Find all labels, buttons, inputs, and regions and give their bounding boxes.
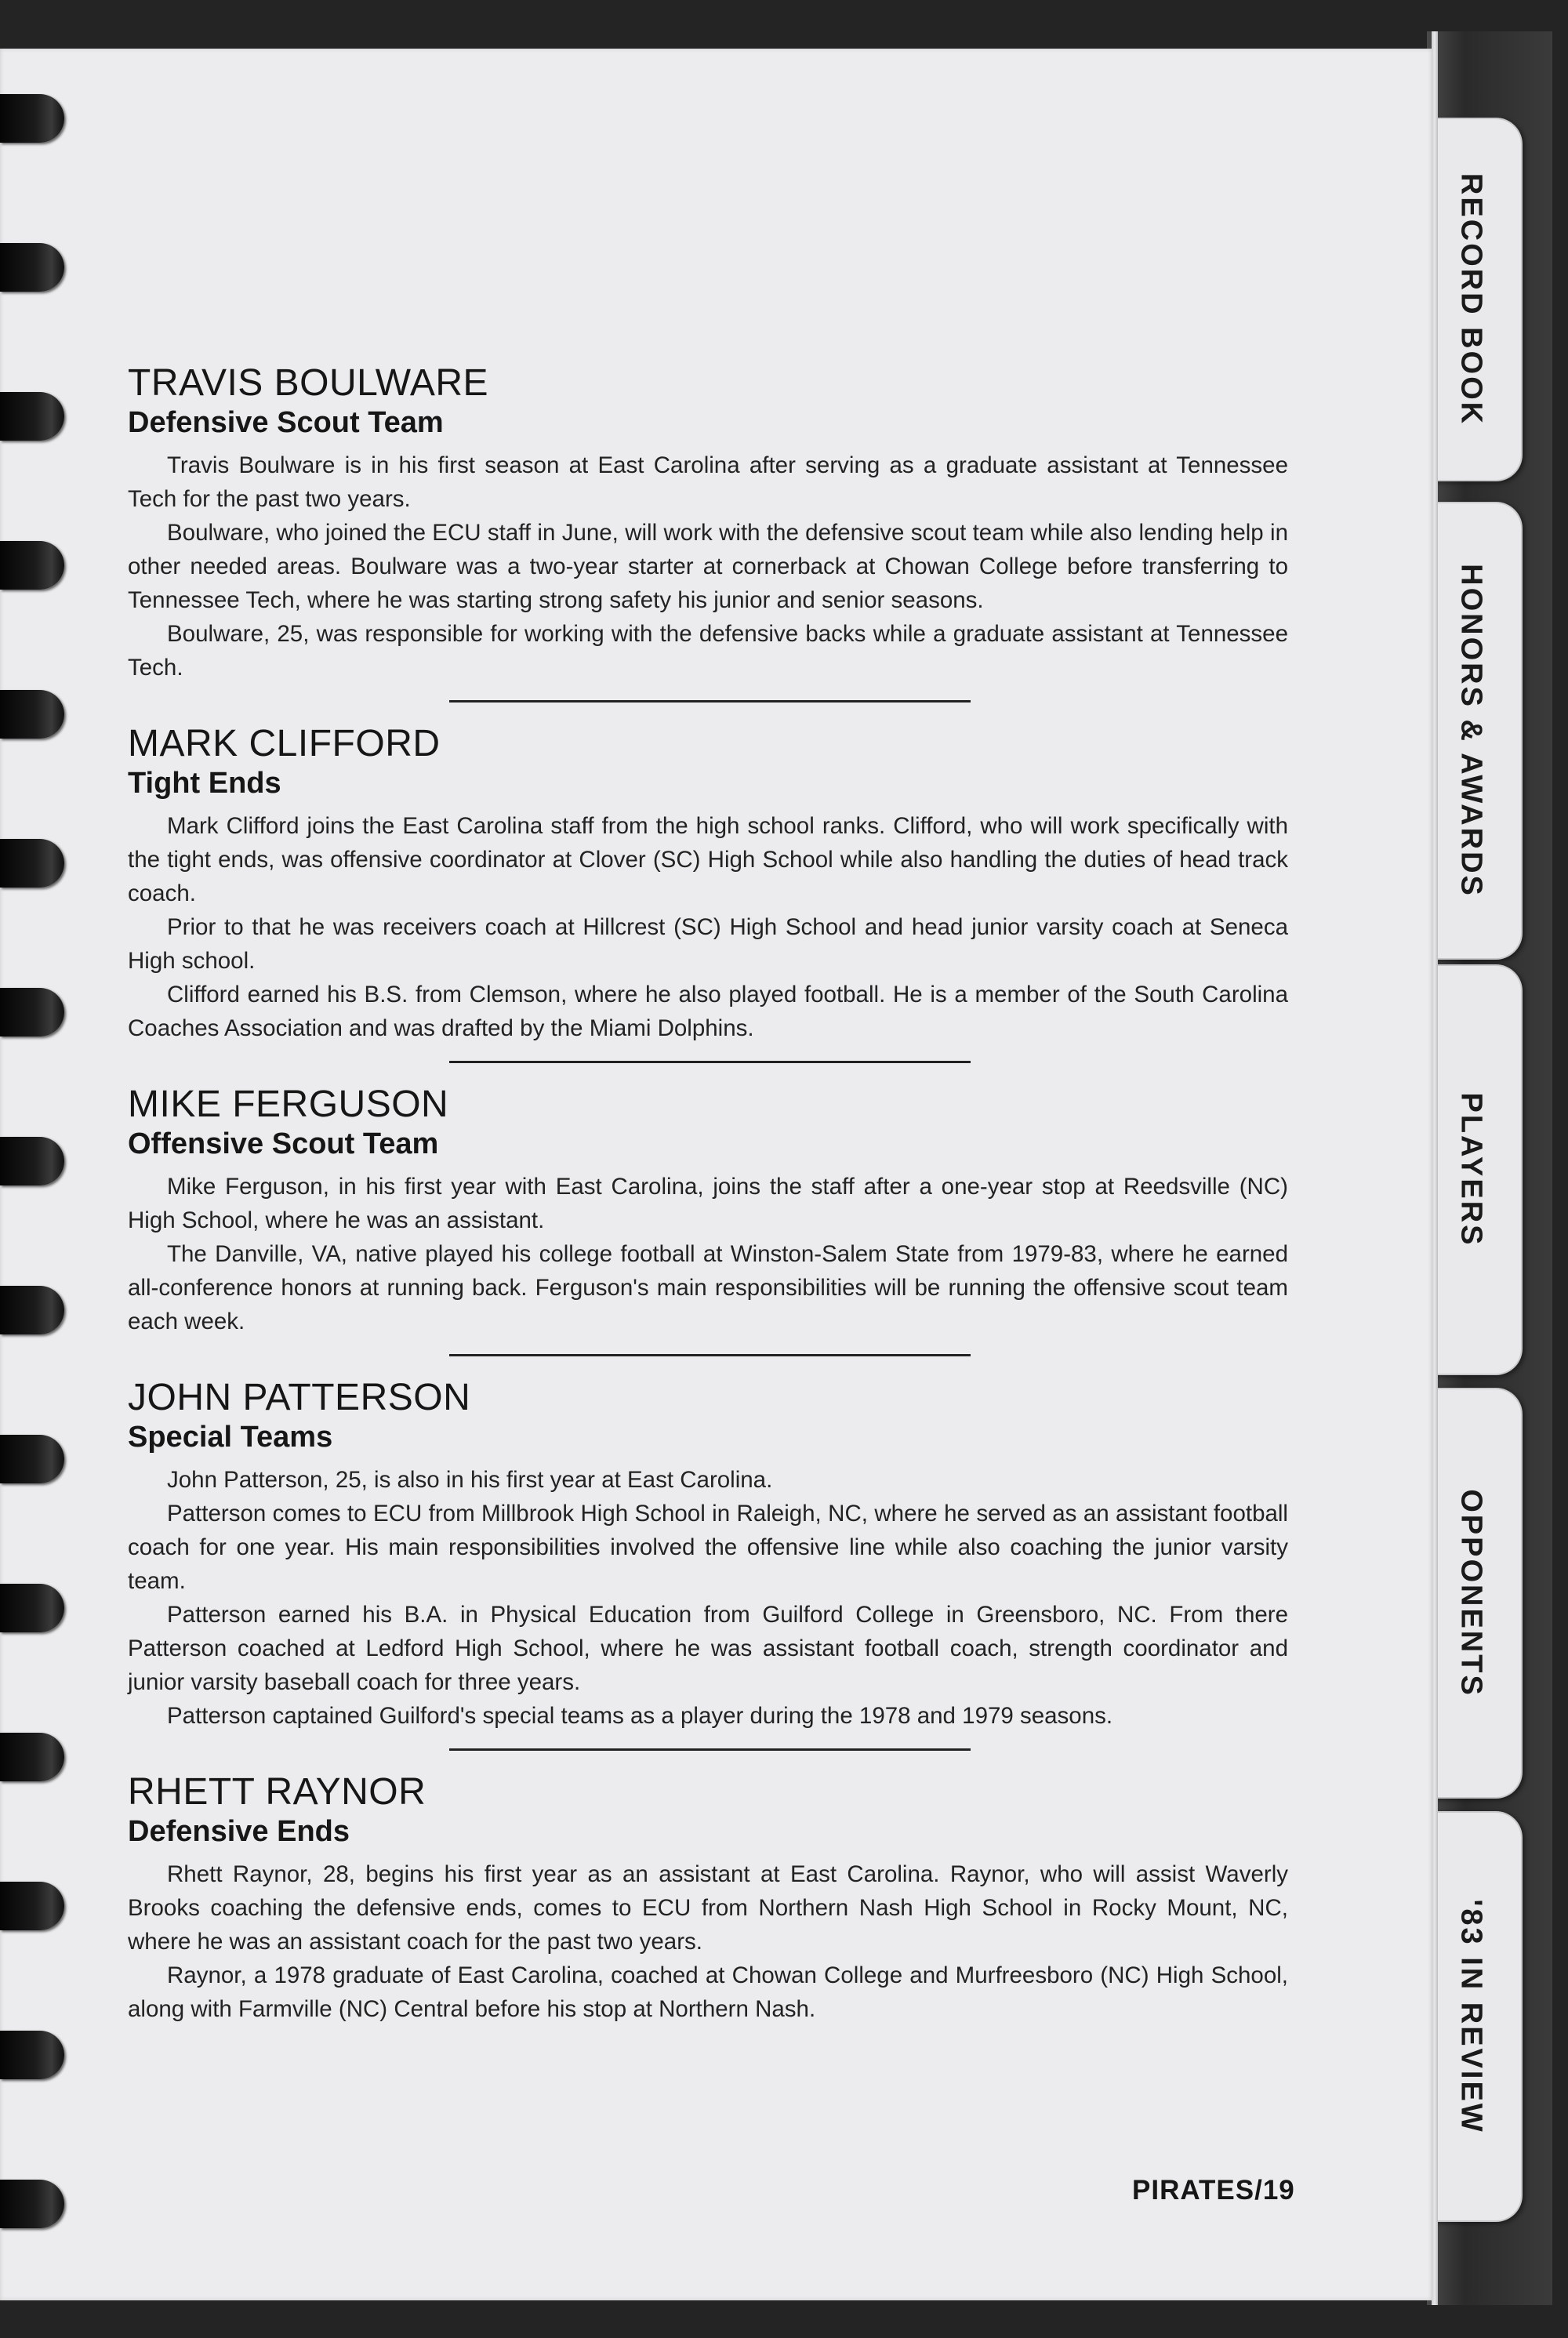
page-edge: [1432, 31, 1438, 2305]
bio-role: Defensive Scout Team: [128, 406, 444, 439]
bio-paragraph: Boulware, 25, was responsible for working with the defensive backs while a graduate assistant at Tennessee Tech.: [128, 621, 1288, 681]
bio-paragraph: Boulware, who joined the ECU staff in June, will work with the defensive scout team while also lending help in other needed areas. Boulware was a two-year starter at cornerback at Chowan College before transferring to Tennessee Tech, where he was starting strong safety his junior and senior seasons.: [128, 520, 1288, 613]
tab-label: PLAYERS: [1454, 1092, 1488, 1247]
bio-paragraph: Patterson captained Guilford's special teams as a player during the 1978 and 1979 seasons.: [167, 1703, 1113, 1729]
bio-name: MARK CLIFFORD: [128, 723, 441, 764]
bio-paragraph: Patterson comes to ECU from Millbrook High School in Raleigh, NC, where he served as an assistant football coach for one year. His main responsibilities involved the offensive line while also coaching the junior varsity team.: [128, 1501, 1288, 1594]
bio-paragraph: Mike Ferguson, in his first year with East Carolina, joins the staff after a one-year stop at Reedsville (NC) High School, where he was an assistant.: [128, 1174, 1288, 1233]
tab-label: '83 IN REVIEW: [1454, 1899, 1488, 2134]
bio-role: Tight Ends: [128, 767, 281, 800]
bio-paragraph: Mark Clifford joins the East Carolina staff from the high school ranks. Clifford, who will work specifically with the tight ends, was offensive coordinator at Clover (SC) High School while also handling the duties of head track coach.: [128, 813, 1288, 906]
bio-rhett-raynor: [128, 1771, 1288, 2026]
bio-role: Offensive Scout Team: [128, 1127, 439, 1160]
tab-label: RECORD BOOK: [1454, 172, 1488, 427]
bio-paragraph: The Danville, VA, native played his college football at Winston-Salem State from 1979-83, where he earned all-conference honors at running back. Ferguson's main responsibilities will be running the offensive scout team each week.: [128, 1241, 1288, 1334]
bio-name: RHETT RAYNOR: [128, 1771, 426, 1813]
bio-name: TRAVIS BOULWARE: [128, 362, 489, 404]
bio-john-patterson: [128, 1377, 1288, 1733]
bio-mark-clifford: [128, 723, 1288, 1045]
bio-name: JOHN PATTERSON: [128, 1377, 471, 1418]
section-divider: [449, 1748, 971, 1751]
section-divider: [449, 1354, 971, 1356]
section-divider: [449, 700, 971, 702]
tab-label: OPPONENTS: [1454, 1489, 1488, 1697]
coach-bios: [128, 362, 1288, 2026]
bio-paragraph: Patterson earned his B.A. in Physical Education from Guilford College in Greensboro, NC. From there Patterson coached at Ledford High School, where he was assistant football coach, strength coordinator and junior varsity baseball coach for three years.: [128, 1602, 1288, 1695]
spiral-binding: [0, 47, 71, 2289]
bio-mike-ferguson: [128, 1084, 1288, 1338]
bio-paragraph: John Patterson, 25, is also in his first year at East Carolina.: [167, 1467, 773, 1493]
bio-role: Special Teams: [128, 1421, 333, 1454]
bio-paragraph: Raynor, a 1978 graduate of East Carolina, coached at Chowan College and Murfreesboro (NC) High School, along with Farmville (NC) Central before his stop at Northern Nash.: [128, 1962, 1288, 2022]
bio-paragraph: Rhett Raynor, 28, begins his first year as an assistant at East Carolina. Raynor, who will assist Waverly Brooks coaching the defensive ends, comes to ECU from Northern Nash High School in Rocky Mount, NC, where he was an assistant coach for the past two years.: [128, 1861, 1288, 1955]
bio-travis-boulware: [128, 362, 1288, 684]
bio-name: MIKE FERGUSON: [128, 1084, 449, 1125]
page-number: PIRATES/19: [1132, 2175, 1295, 2205]
bio-paragraph: Clifford earned his B.S. from Clemson, where he also played football. He is a member of the South Carolina Coaches Association and was drafted by the Miami Dolphins.: [128, 982, 1288, 1041]
section-divider: [449, 1061, 971, 1063]
bio-paragraph: Travis Boulware is in his first season at East Carolina after serving as a graduate assistant at Tennessee Tech for the past two years.: [128, 452, 1288, 512]
bio-paragraph: Prior to that he was receivers coach at Hillcrest (SC) High School and head junior varsity coach at Seneca High school.: [128, 914, 1288, 974]
bio-role: Defensive Ends: [128, 1815, 350, 1848]
tab-label: HONORS & AWARDS: [1454, 564, 1488, 898]
